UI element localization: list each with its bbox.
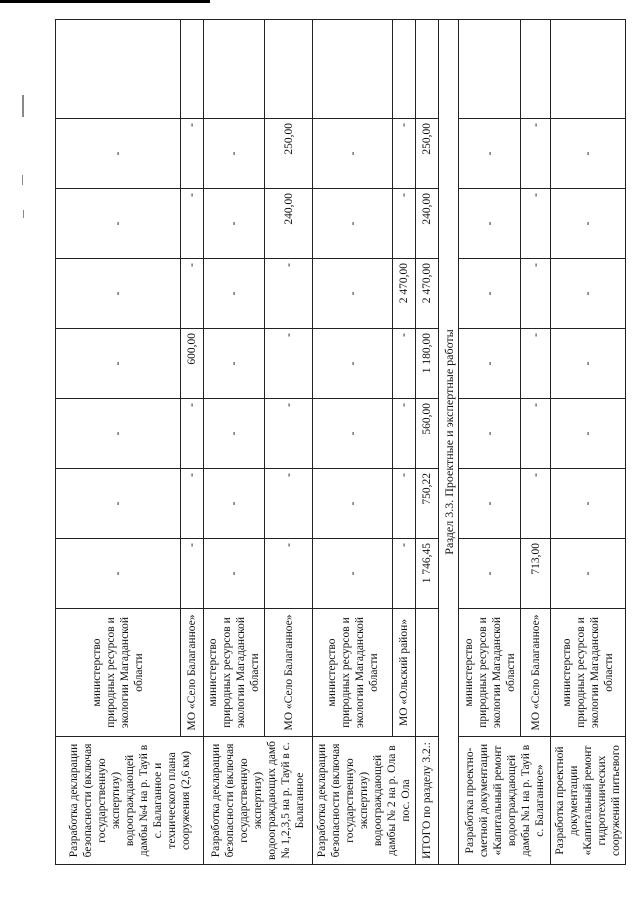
value-cell: - bbox=[393, 469, 416, 539]
value-cell: 600,00 bbox=[181, 329, 204, 399]
value-cell: - bbox=[56, 399, 181, 469]
value-cell: - bbox=[551, 469, 626, 539]
value-cell: 2 470,00 bbox=[393, 259, 416, 329]
value-cell: - bbox=[181, 189, 204, 259]
value-cell: - bbox=[56, 539, 181, 609]
value-cell: - bbox=[56, 329, 181, 399]
value-cell: - bbox=[204, 259, 265, 329]
responsible-org: МО «Ольский район» bbox=[393, 609, 416, 737]
empty-cell bbox=[181, 20, 204, 119]
value-cell: - bbox=[551, 189, 626, 259]
value-cell: - bbox=[56, 119, 181, 189]
total-value: 750,22 bbox=[416, 469, 439, 539]
value-cell: - bbox=[393, 539, 416, 609]
value-cell: - bbox=[551, 259, 626, 329]
value-cell: - bbox=[551, 399, 626, 469]
value-cell: - bbox=[265, 329, 313, 399]
total-value: 2 470,00 bbox=[416, 259, 439, 329]
measure-name: Разработка декларации безопасности (включая государственную экспертизу) водоограждающих дамб № 1,2,3,5 на р. Тауй в с. Балаганное bbox=[204, 737, 313, 865]
responsible-org: министерство природных ресурсов и экологии Магаданской области bbox=[313, 609, 393, 737]
value-cell: - bbox=[551, 539, 626, 609]
scan-edge-bar bbox=[0, 0, 210, 3]
total-value: 250,00 bbox=[416, 119, 439, 189]
measure-name: Разработка декларации безопасности (включая государственную экспертизу) водоограждающей дамбы №4 на р. Тауй в с. Балаганное и технического плана сооружения (2,6 км) bbox=[56, 737, 204, 865]
value-cell: 713,00 bbox=[521, 539, 551, 609]
value-cell: - bbox=[56, 189, 181, 259]
total-row bbox=[416, 20, 439, 865]
value-cell: - bbox=[313, 399, 393, 469]
table-row bbox=[313, 20, 393, 865]
table-row bbox=[551, 20, 626, 865]
empty-cell bbox=[459, 20, 521, 119]
value-cell: - bbox=[521, 189, 551, 259]
document-page bbox=[55, 20, 630, 865]
empty-cell bbox=[204, 20, 265, 119]
total-value: 560,00 bbox=[416, 399, 439, 469]
responsible-org: министерство природных ресурсов и экологии Магаданской области bbox=[204, 609, 265, 737]
value-cell: - bbox=[459, 539, 521, 609]
value-cell: - bbox=[459, 329, 521, 399]
empty-cell bbox=[313, 20, 393, 119]
scan-speck bbox=[22, 175, 23, 185]
value-cell: - bbox=[181, 469, 204, 539]
value-cell: - bbox=[313, 539, 393, 609]
empty-cell bbox=[265, 20, 313, 119]
responsible-org: МО «Село Балаганное» bbox=[265, 609, 313, 737]
empty-cell bbox=[551, 20, 626, 119]
value-cell: - bbox=[313, 119, 393, 189]
table-row bbox=[459, 20, 521, 865]
table-row bbox=[56, 20, 181, 865]
responsible-org: МО «Село Балаганное» bbox=[521, 609, 551, 737]
value-cell: - bbox=[181, 399, 204, 469]
value-cell: - bbox=[265, 399, 313, 469]
value-cell: - bbox=[521, 259, 551, 329]
value-cell: - bbox=[459, 259, 521, 329]
section-row bbox=[439, 20, 459, 865]
budget-table bbox=[55, 19, 626, 865]
value-cell: - bbox=[551, 119, 626, 189]
value-cell: - bbox=[313, 329, 393, 399]
value-cell: - bbox=[204, 539, 265, 609]
responsible-org: МО «Село Балаганное» bbox=[181, 609, 204, 737]
value-cell: - bbox=[204, 399, 265, 469]
value-cell: - bbox=[521, 329, 551, 399]
value-cell: - bbox=[393, 399, 416, 469]
value-cell: - bbox=[204, 119, 265, 189]
total-label: ИТОГО по разделу 3.2.: bbox=[416, 737, 439, 865]
responsible-org: министерство природных ресурсов и экологии Магаданской области bbox=[551, 609, 626, 737]
value-cell: - bbox=[265, 259, 313, 329]
scan-speck bbox=[22, 95, 24, 117]
responsible-org: министерство природных ресурсов и экологии Магаданской области bbox=[56, 609, 181, 737]
empty-cell bbox=[56, 20, 181, 119]
value-cell: - bbox=[313, 259, 393, 329]
value-cell: - bbox=[393, 329, 416, 399]
value-cell: - bbox=[313, 189, 393, 259]
responsible-org: министерство природных ресурсов и экологии Магаданской области bbox=[459, 609, 521, 737]
value-cell: 240,00 bbox=[265, 189, 313, 259]
value-cell: - bbox=[56, 259, 181, 329]
total-value: 1 746,45 bbox=[416, 539, 439, 609]
scan-speck bbox=[23, 210, 24, 218]
empty-cell bbox=[393, 20, 416, 119]
total-value: 1 180,00 bbox=[416, 329, 439, 399]
value-cell: - bbox=[521, 119, 551, 189]
value-cell: - bbox=[459, 399, 521, 469]
value-cell: - bbox=[459, 189, 521, 259]
value-cell: - bbox=[181, 539, 204, 609]
value-cell: - bbox=[459, 119, 521, 189]
value-cell: - bbox=[459, 469, 521, 539]
rotated-table-container bbox=[55, 20, 630, 865]
section-title: Раздел 3.3. Проектные и экспертные работы bbox=[439, 20, 459, 865]
measure-name: Разработка проектно-сметной документации «Капитальный ремонт водоограждающей дамбы №1 на р. Тауй в с. Балаганное» bbox=[459, 737, 551, 865]
value-cell: - bbox=[393, 119, 416, 189]
value-cell: - bbox=[56, 469, 181, 539]
value-cell: - bbox=[204, 189, 265, 259]
measure-name: Разработка проектной документации «Капитальный ремонт гидротехнических сооружений питьевого bbox=[551, 737, 626, 865]
total-value: 240,00 bbox=[416, 189, 439, 259]
value-cell: - bbox=[181, 259, 204, 329]
value-cell: - bbox=[265, 539, 313, 609]
value-cell: - bbox=[521, 399, 551, 469]
value-cell: - bbox=[265, 469, 313, 539]
measure-name: Разработка декларации безопасности (включая государственную экспертизу) водоограждающей дамбы № 2 на р. Ола в пос. Ола bbox=[313, 737, 416, 865]
empty-cell bbox=[416, 609, 439, 737]
empty-cell bbox=[521, 20, 551, 119]
value-cell: - bbox=[204, 329, 265, 399]
empty-cell bbox=[416, 20, 439, 119]
value-cell: - bbox=[551, 329, 626, 399]
value-cell: - bbox=[521, 469, 551, 539]
value-cell: - bbox=[204, 469, 265, 539]
value-cell: - bbox=[313, 469, 393, 539]
table-row bbox=[204, 20, 265, 865]
value-cell: - bbox=[393, 189, 416, 259]
value-cell: 250,00 bbox=[265, 119, 313, 189]
value-cell: - bbox=[181, 119, 204, 189]
